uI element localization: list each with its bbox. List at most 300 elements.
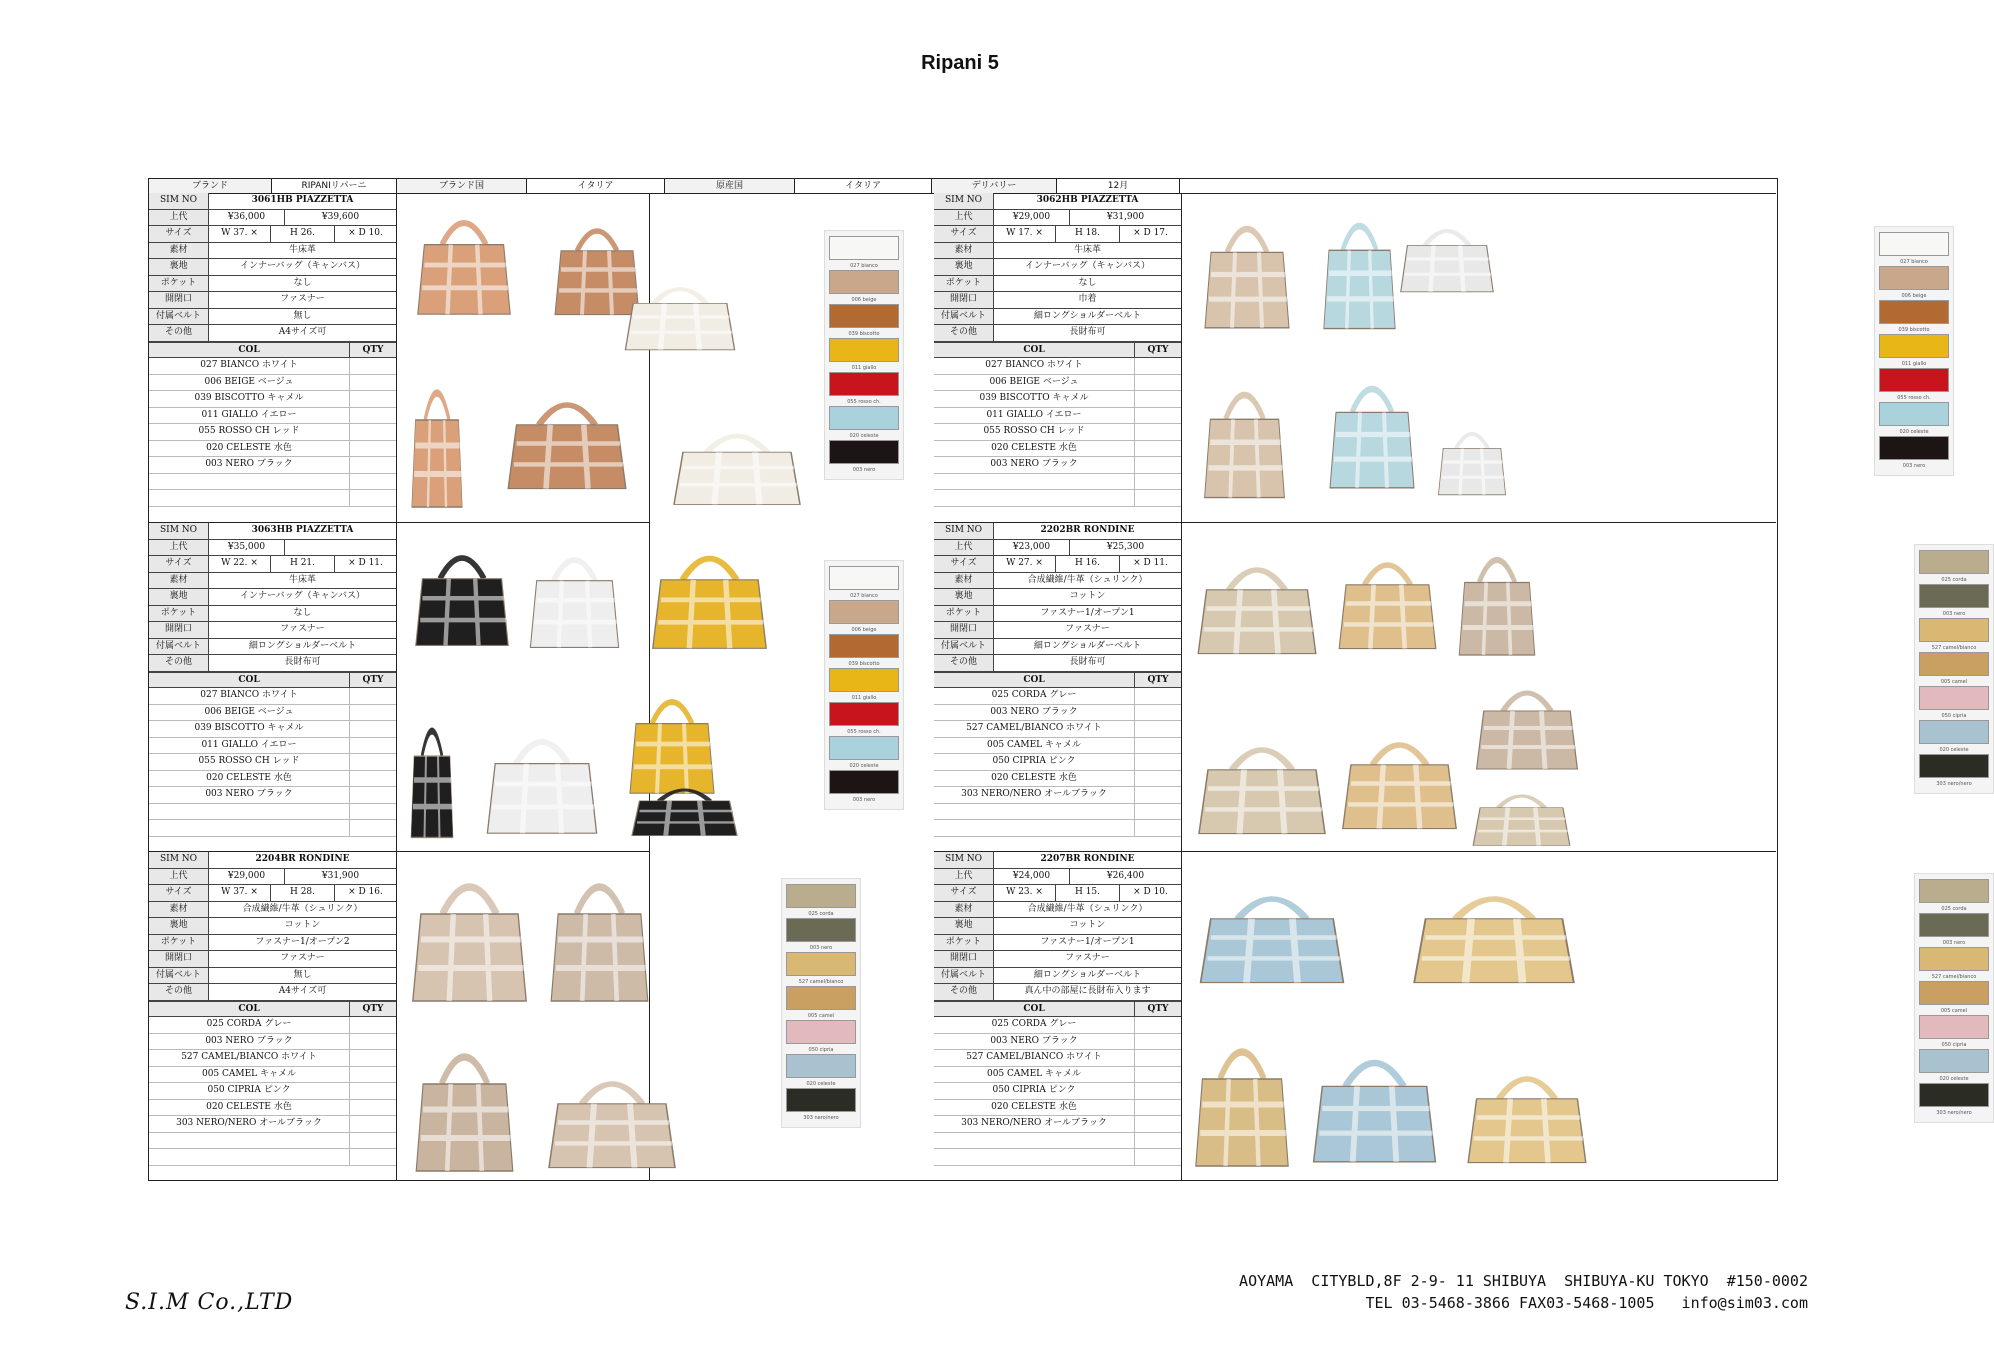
qty-cell[interactable] — [1134, 787, 1181, 803]
belt-row — [934, 309, 1181, 326]
color-row — [934, 441, 1181, 458]
retail-price-tax — [285, 540, 396, 556]
color-swatch-label: 003 nero — [1902, 463, 1926, 469]
color-swatch-label: 303 nero/nero — [1936, 781, 1972, 787]
sheet-header — [149, 179, 1776, 194]
qty-cell[interactable] — [1134, 474, 1181, 490]
belt-row-label: 付属ベルト — [149, 968, 209, 984]
color-row — [934, 804, 1181, 821]
color-row — [934, 1133, 1181, 1150]
qty-cell[interactable] — [1134, 1149, 1181, 1165]
size-label: サイズ — [149, 885, 209, 901]
pocket-row-label: ポケット — [149, 606, 209, 622]
qty-cell[interactable] — [349, 441, 396, 457]
qty-cell[interactable] — [1134, 820, 1181, 836]
qty-cell[interactable] — [349, 474, 396, 490]
color-swatch — [1919, 947, 1989, 971]
size-row — [149, 556, 396, 573]
spec-table — [934, 852, 1182, 1181]
bag-photo — [497, 383, 637, 493]
color-row — [149, 787, 396, 804]
bag-photo — [407, 363, 467, 513]
color-name: 020 CELESTE 水色 — [206, 442, 292, 453]
color-row — [149, 441, 396, 458]
pocket-row-value: なし — [1078, 277, 1097, 288]
qty-cell[interactable] — [1134, 1116, 1181, 1132]
color-name — [149, 1133, 349, 1149]
color-swatch — [786, 1054, 856, 1078]
color-swatch-label: 005 camel — [1940, 679, 1968, 685]
retail-price: ¥35,000 — [209, 540, 285, 556]
color-name: 025 CORDA グレー — [991, 690, 1077, 700]
qty-cell[interactable] — [349, 738, 396, 754]
delivery-value: 12月 — [1057, 179, 1180, 193]
qty-cell[interactable] — [1134, 1083, 1181, 1099]
qty-cell[interactable] — [1134, 721, 1181, 737]
color-swatch-label: 055 rosso ch. — [847, 399, 881, 405]
price-row — [934, 540, 1181, 557]
bag-photo — [1399, 877, 1589, 987]
qty-cell[interactable] — [1134, 754, 1181, 770]
color-swatch-label: 303 nero/nero — [1936, 1110, 1972, 1116]
color-swatch — [786, 952, 856, 976]
color-row — [149, 754, 396, 771]
bag-photo — [1392, 215, 1502, 295]
color-swatch-label: 006 beige — [1901, 293, 1927, 299]
qty-cell[interactable] — [349, 408, 396, 424]
size-width: W 27. × — [994, 556, 1056, 572]
color-swatch-label: 039 biscotto — [848, 331, 880, 337]
color-swatch-card — [824, 560, 904, 810]
product-images — [397, 193, 881, 522]
color-row — [149, 457, 396, 474]
color-row — [149, 375, 396, 392]
retail-price-tax: ¥26,400 — [1106, 870, 1145, 881]
color-row — [149, 1133, 396, 1150]
qty-cell[interactable] — [1134, 375, 1181, 391]
spec-table — [149, 523, 397, 852]
pocket-row-value: なし — [293, 277, 312, 288]
color-swatch — [829, 440, 899, 464]
qty-cell[interactable] — [349, 457, 396, 473]
qty-cell[interactable] — [349, 375, 396, 391]
closure-row-label: 開閉口 — [934, 622, 994, 638]
color-name: 005 CAMEL キャメル — [201, 1068, 297, 1079]
qty-cell[interactable] — [1134, 688, 1181, 704]
qty-cell[interactable] — [1134, 804, 1181, 820]
color-name: 039 BISCOTTO キャメル — [194, 393, 304, 403]
bag-photo — [542, 857, 657, 1007]
belt-row-value: 無し — [293, 310, 312, 321]
qty-header-label: QTY — [1134, 1002, 1181, 1017]
color-row — [149, 424, 396, 441]
retail-price-tax: ¥31,900 — [1106, 211, 1145, 222]
sim-number-row-label: SIM NO — [149, 193, 209, 209]
closure-row-label: 開閉口 — [149, 951, 209, 967]
lining-row — [149, 918, 396, 935]
sim-number-row-label: SIM NO — [149, 523, 209, 539]
bag-photo — [1322, 363, 1422, 493]
sim-number-row — [149, 523, 396, 540]
lining-row-value: コットン — [1069, 591, 1106, 601]
qty-cell[interactable] — [1134, 441, 1181, 457]
size-label: サイズ — [149, 556, 209, 572]
other-row-value: 長財布可 — [284, 657, 321, 667]
belt-row-label: 付属ベルト — [934, 968, 994, 984]
qty-cell[interactable] — [349, 1050, 396, 1066]
origin-value: イタリア — [795, 179, 932, 193]
color-name: 025 CORDA グレー — [206, 1019, 292, 1029]
color-name: 020 CELESTE 水色 — [991, 772, 1077, 783]
color-name — [934, 490, 1134, 506]
material-row-value: 牛床革 — [288, 574, 316, 585]
lining-row — [149, 589, 396, 606]
color-name: 003 NERO ブラック — [205, 789, 293, 799]
color-swatch-label: 003 nero — [1942, 611, 1966, 617]
color-row — [934, 705, 1181, 722]
qty-cell[interactable] — [349, 705, 396, 721]
color-swatch-card — [1914, 873, 1994, 1123]
size-row — [934, 226, 1181, 243]
closure-row-label: 開閉口 — [149, 292, 209, 308]
sim-number-row — [934, 523, 1181, 540]
color-swatch — [1919, 584, 1989, 608]
color-swatch — [1879, 368, 1949, 392]
bag-photo — [1464, 783, 1579, 848]
product-block — [149, 522, 881, 852]
qty-cell[interactable] — [349, 688, 396, 704]
qty-cell[interactable] — [349, 1083, 396, 1099]
color-swatch-label: 025 corda — [1941, 906, 1967, 912]
color-row — [149, 358, 396, 375]
size-width: W 17. × — [994, 226, 1056, 242]
color-row — [149, 490, 396, 507]
color-swatch-label: 527 camel/bianco — [1931, 974, 1977, 980]
qty-cell[interactable] — [349, 1034, 396, 1050]
color-swatch-card — [824, 230, 904, 480]
retail-price-tax: ¥31,900 — [321, 870, 360, 881]
color-name: 020 CELESTE 水色 — [991, 442, 1077, 453]
page-title: Ripani 5 — [921, 52, 999, 74]
color-swatch — [829, 338, 899, 362]
qty-cell[interactable] — [1134, 358, 1181, 374]
qty-cell[interactable] — [349, 1017, 396, 1033]
closure-row — [934, 292, 1181, 309]
lining-row — [934, 589, 1181, 606]
color-swatch-label: 011 giallo — [851, 695, 877, 701]
color-swatch — [1879, 266, 1949, 290]
qty-cell[interactable] — [1134, 1133, 1181, 1149]
qty-cell[interactable] — [1134, 1050, 1181, 1066]
color-swatch — [829, 406, 899, 430]
material-row-label: 素材 — [934, 573, 994, 589]
qty-cell[interactable] — [349, 1116, 396, 1132]
color-swatch-label: 003 nero — [1942, 940, 1966, 946]
product-block — [149, 193, 881, 522]
color-name — [149, 474, 349, 490]
color-header — [149, 342, 396, 359]
product-images — [397, 852, 844, 1181]
qty-cell[interactable] — [349, 490, 396, 506]
pocket-row — [934, 935, 1181, 952]
color-name: 006 BEIGE ベージュ — [989, 376, 1079, 387]
color-name — [149, 804, 349, 820]
color-swatch-label: 020 celeste — [849, 433, 879, 439]
color-swatch-label: 020 celeste — [1939, 1076, 1969, 1082]
closure-row — [934, 951, 1181, 968]
size-height: H 18. — [1056, 226, 1120, 242]
size-width: W 37. × — [209, 885, 271, 901]
qty-cell[interactable] — [349, 1149, 396, 1165]
address-line: AOYAMA CITYBLD,8F 2-9- 11 SHIBUYA SHIBUYA-KU TOKYO #150-0002 — [1239, 1272, 1808, 1290]
color-swatch — [1919, 1015, 1989, 1039]
belt-row-label: 付属ベルト — [149, 639, 209, 655]
qty-header-label: QTY — [1134, 673, 1181, 688]
sim-number-row-value: 3062HB PIAZZETTA — [1036, 195, 1139, 205]
pocket-row-label: ポケット — [934, 276, 994, 292]
sim-number-row-value: 3061HB PIAZZETTA — [251, 195, 354, 205]
color-swatch — [1879, 436, 1949, 460]
qty-cell[interactable] — [349, 787, 396, 803]
lining-row-label: 裏地 — [149, 589, 209, 605]
closure-row-value: ファスナー — [1065, 624, 1110, 634]
color-row — [934, 787, 1181, 804]
sim-number-row — [149, 852, 396, 869]
qty-cell[interactable] — [349, 771, 396, 787]
color-row — [934, 424, 1181, 441]
qty-cell[interactable] — [349, 358, 396, 374]
color-swatch — [1919, 879, 1989, 903]
color-row — [934, 738, 1181, 755]
color-row — [149, 1034, 396, 1051]
qty-cell[interactable] — [1134, 490, 1181, 506]
color-row — [934, 1116, 1181, 1133]
qty-cell[interactable] — [1134, 738, 1181, 754]
qty-cell[interactable] — [1134, 1100, 1181, 1116]
qty-cell[interactable] — [1134, 1067, 1181, 1083]
qty-cell[interactable] — [349, 820, 396, 836]
color-swatch-label: 020 celeste — [1939, 747, 1969, 753]
material-row-label: 素材 — [934, 243, 994, 259]
sim-number-row — [149, 193, 396, 210]
color-swatch-label: 003 nero — [809, 945, 833, 951]
qty-cell[interactable] — [1134, 457, 1181, 473]
color-name: 055 ROSSO CH レッド — [198, 426, 300, 436]
bag-photo — [642, 535, 777, 653]
material-row-label: 素材 — [149, 573, 209, 589]
color-row — [149, 1100, 396, 1117]
color-swatch — [829, 372, 899, 396]
material-row-value: 牛床革 — [1073, 244, 1101, 255]
other-row-value: A4サイズ可 — [278, 986, 327, 996]
color-swatch-label: 025 corda — [1941, 577, 1967, 583]
color-row — [934, 1067, 1181, 1084]
color-row — [934, 754, 1181, 771]
price-label: 上代 — [934, 869, 994, 885]
color-row — [149, 1017, 396, 1034]
color-row — [934, 688, 1181, 705]
bag-photo — [1432, 418, 1512, 498]
color-swatch-label: 039 biscotto — [848, 661, 880, 667]
lining-row-value: インナーバッグ（キャンバス） — [240, 591, 365, 601]
bag-photo — [477, 718, 607, 838]
material-row — [149, 902, 396, 919]
closure-row — [934, 622, 1181, 639]
qty-header-label: QTY — [349, 1002, 396, 1017]
color-row — [149, 804, 396, 821]
color-swatch — [1919, 618, 1989, 642]
bag-photo — [1302, 1037, 1447, 1167]
color-swatch — [829, 736, 899, 760]
qty-cell[interactable] — [1134, 1017, 1181, 1033]
sim-number-row-value: 2202BR RONDINE — [1040, 525, 1135, 535]
color-row — [934, 1149, 1181, 1166]
retail-price: ¥36,000 — [209, 210, 285, 226]
color-name: 011 GIALLO イエロー — [201, 409, 297, 420]
sim-number-row-label: SIM NO — [149, 852, 209, 868]
qty-cell[interactable] — [1134, 705, 1181, 721]
belt-row — [934, 968, 1181, 985]
belt-row-label: 付属ベルト — [934, 309, 994, 325]
qty-cell[interactable] — [1134, 424, 1181, 440]
material-row — [149, 573, 396, 590]
color-name: 039 BISCOTTO キャメル — [194, 723, 304, 733]
other-row-label: その他 — [934, 325, 994, 341]
qty-cell[interactable] — [349, 391, 396, 407]
other-row-value: 長財布可 — [1069, 327, 1106, 337]
bag-photo — [622, 778, 747, 838]
pocket-row — [149, 935, 396, 952]
color-swatch — [829, 668, 899, 692]
color-row — [934, 375, 1181, 392]
color-header-label: COL — [238, 1003, 260, 1014]
color-name: 006 BEIGE ベージュ — [204, 706, 294, 717]
color-name — [934, 474, 1134, 490]
material-row-value: 合成繊維/牛革（シュリンク） — [242, 903, 363, 914]
qty-cell[interactable] — [349, 804, 396, 820]
bag-photo — [409, 199, 519, 319]
color-swatch-label: 005 camel — [1940, 1008, 1968, 1014]
color-name: 020 CELESTE 水色 — [206, 772, 292, 783]
pocket-row-label: ポケット — [149, 276, 209, 292]
qty-cell[interactable] — [349, 1067, 396, 1083]
belt-row-label: 付属ベルト — [149, 309, 209, 325]
brand-value: RIPANIリパーニ — [272, 179, 397, 193]
sim-number-row-value: 2207BR RONDINE — [1040, 854, 1135, 864]
price-row — [149, 540, 396, 557]
pocket-row-value: ファスナー1/オープン1 — [1040, 936, 1135, 947]
color-name: 011 GIALLO イエロー — [986, 409, 1082, 420]
closure-row-value: ファスナー — [280, 953, 325, 963]
belt-row — [149, 968, 396, 985]
product-block — [934, 851, 1977, 1181]
color-name: 527 CAMEL/BIANCO ホワイト — [966, 723, 1102, 733]
other-row-label: その他 — [934, 984, 994, 1000]
lining-row-value: インナーバッグ（キャンバス） — [1025, 261, 1150, 271]
company-address — [1239, 1270, 1808, 1314]
size-row — [934, 556, 1181, 573]
lining-row-label: 裏地 — [934, 589, 994, 605]
color-swatch-label: 005 camel — [807, 1013, 835, 1019]
pocket-row — [934, 276, 1181, 293]
qty-cell[interactable] — [349, 1100, 396, 1116]
pocket-row — [149, 606, 396, 623]
bag-photo — [1187, 877, 1357, 987]
closure-row-label: 開閉口 — [934, 951, 994, 967]
size-row — [149, 885, 396, 902]
bag-photo — [615, 273, 745, 353]
color-swatch-label: 003 nero — [852, 797, 876, 803]
color-name — [934, 804, 1134, 820]
color-swatch-label: 055 rosso ch. — [1897, 395, 1931, 401]
material-row-value: 牛床革 — [288, 244, 316, 255]
qty-cell[interactable] — [1134, 1034, 1181, 1050]
color-header-label: COL — [1023, 1003, 1045, 1014]
color-swatch — [786, 986, 856, 1010]
bag-photo — [662, 418, 812, 508]
color-row — [149, 771, 396, 788]
qty-cell[interactable] — [1134, 391, 1181, 407]
belt-row-value: 細ロングショルダーベルト — [1033, 969, 1142, 980]
color-name: 027 BIANCO ホワイト — [985, 360, 1083, 370]
color-swatch-label: 025 corda — [808, 911, 834, 917]
color-swatch — [1919, 913, 1989, 937]
qty-cell[interactable] — [349, 721, 396, 737]
color-swatch — [1879, 300, 1949, 324]
color-row — [149, 820, 396, 837]
qty-cell[interactable] — [349, 754, 396, 770]
bag-photo — [407, 703, 457, 843]
other-row — [934, 984, 1181, 1001]
pocket-row — [934, 606, 1181, 623]
size-depth: × D 11. — [1133, 558, 1168, 568]
color-swatch — [786, 918, 856, 942]
other-row — [149, 655, 396, 672]
material-row — [934, 243, 1181, 260]
qty-cell[interactable] — [349, 424, 396, 440]
belt-row-value: 細ロングショルダーベルト — [248, 640, 357, 651]
color-name: 006 BEIGE ベージュ — [204, 376, 294, 387]
color-name: 020 CELESTE 水色 — [991, 1101, 1077, 1112]
qty-cell[interactable] — [1134, 408, 1181, 424]
sim-number-row-label: SIM NO — [934, 523, 994, 539]
color-header — [149, 672, 396, 689]
color-row — [934, 490, 1181, 507]
color-swatch-label: 011 giallo — [851, 365, 877, 371]
other-row — [149, 325, 396, 342]
lining-row-label: 裏地 — [149, 259, 209, 275]
qty-header-label: QTY — [349, 343, 396, 358]
bag-photo — [1332, 723, 1467, 833]
color-name — [149, 490, 349, 506]
sim-number-row-label: SIM NO — [934, 193, 994, 209]
color-row — [934, 358, 1181, 375]
color-swatch — [1919, 550, 1989, 574]
qty-cell[interactable] — [349, 1133, 396, 1149]
color-header — [934, 672, 1181, 689]
color-swatch — [829, 270, 899, 294]
closure-row — [149, 951, 396, 968]
color-swatch — [786, 1020, 856, 1044]
material-row-value: 合成繊維/牛革（シュリンク） — [1027, 903, 1148, 914]
color-swatch-label: 050 cipria — [1941, 1042, 1967, 1048]
color-row — [149, 1083, 396, 1100]
price-row — [934, 210, 1181, 227]
retail-price: ¥29,000 — [209, 869, 285, 885]
color-name: 003 NERO ブラック — [990, 459, 1078, 469]
color-name — [149, 1149, 349, 1165]
qty-cell[interactable] — [1134, 771, 1181, 787]
